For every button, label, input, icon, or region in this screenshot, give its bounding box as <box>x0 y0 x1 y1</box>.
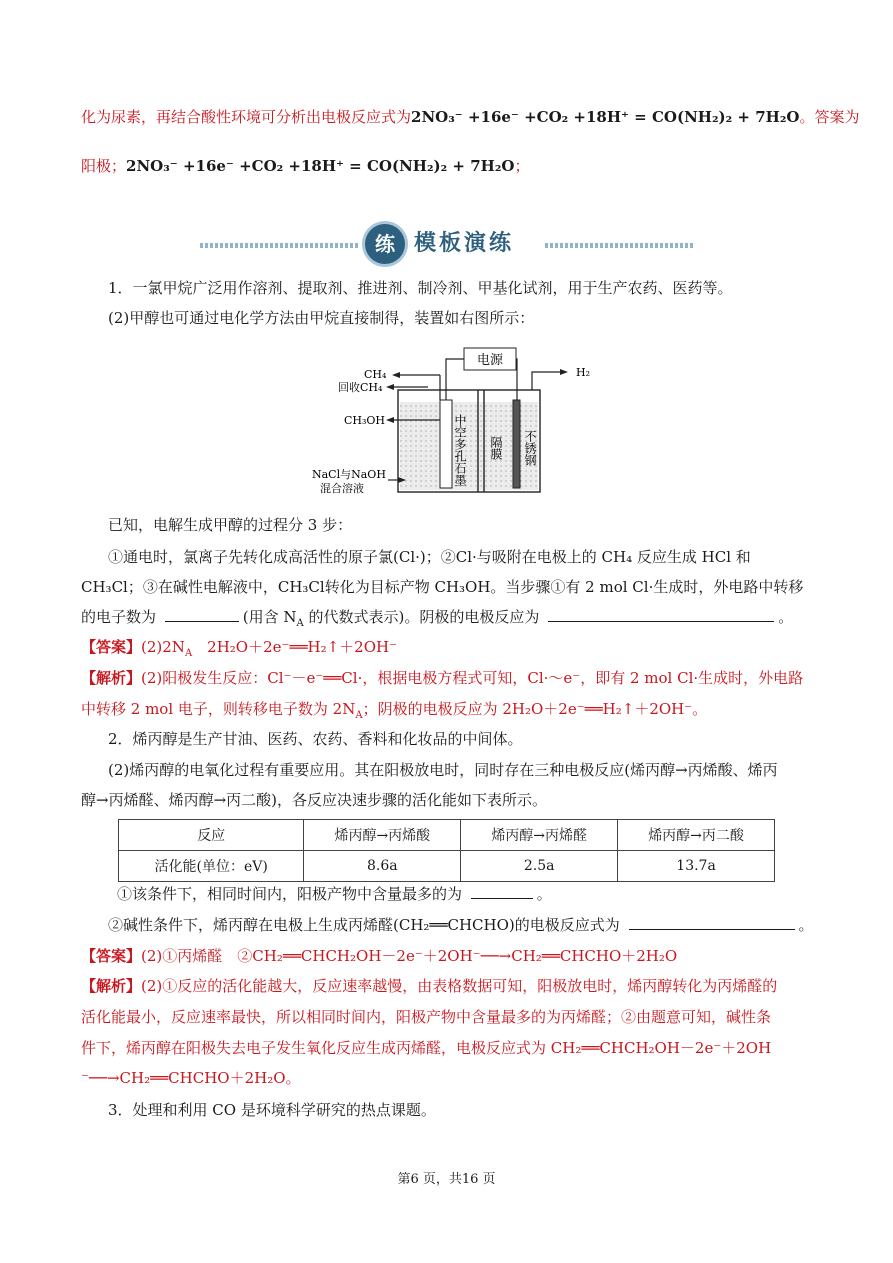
q1-answer <box>81 636 397 658</box>
q1-known: 已知，电解生成甲醇的过程分 3 步： <box>108 516 353 534</box>
steel-electrode <box>513 400 520 488</box>
q1-analysis-label: 【解析】 <box>81 669 142 687</box>
q2-sub1-end: 。 <box>536 885 552 903</box>
power-supply-label: 电源 <box>476 353 504 368</box>
q2-answer-text: (2)①丙烯醛 ②CH₂══CHCH₂OH－2e⁻＋2OH⁻──→CH₂══CHCHO＋2H₂O <box>141 947 678 965</box>
top-formula-2: 2NO₃⁻ +16e⁻ +CO₂ +18H⁺ = CO(NH₂)₂ + 7H₂O <box>126 157 515 175</box>
answer-blank-4[interactable] <box>629 915 795 930</box>
q2-analysis-1 <box>81 975 777 997</box>
q1-analysis-text-2-rest: ；阴极的电极反应为 2H₂O＋2e⁻══H₂↑＋2OH⁻。 <box>362 700 708 718</box>
q2-analysis-label: 【解析】 <box>81 977 142 995</box>
q2-answer <box>81 945 677 967</box>
q1-step-c3: 的代数式表示)。阴极的电极反应为 <box>303 608 540 626</box>
table-row <box>119 851 775 882</box>
activation-energy-table <box>118 819 775 882</box>
q1-answer-text: (2)2N <box>141 638 185 656</box>
top-formula-1: 2NO₃⁻ +16e⁻ +CO₂ +18H⁺ = CO(NH₂)₂ + 7H₂O <box>411 108 800 126</box>
q2-sub1-text: ①该条件下，相同时间内，阳极产物中含量最多的为 <box>117 885 463 903</box>
q1-analysis-sub: A <box>355 710 363 721</box>
q2-analysis-3: 件下，烯丙醇在阳极失去电子发生氧化反应生成丙烯醛，电极反应式为 CH₂══CHCH₂OH－2e⁻＋2OH <box>81 1039 772 1057</box>
q1-answer-sub: A <box>184 648 193 659</box>
arrow-ch4 <box>392 372 400 378</box>
top-line-2-tail: ； <box>514 157 530 175</box>
q2-sub2 <box>108 914 814 936</box>
label-ch4: CH₄ <box>364 368 387 381</box>
q1-part2: (2)甲醇也可通过电化学方法由甲烷直接制得，装置如右图所示： <box>108 309 535 327</box>
q2-part2b: 醇→丙烯醛、烯丙醇→丙二酸)，各反应决速步骤的活化能如下表所示。 <box>81 791 547 809</box>
label-membrane: 隔膜 <box>489 436 503 460</box>
table-cell: 8.6a <box>304 851 461 882</box>
q1-analysis-text-1: (2)阳极发生反应：Cl⁻－e⁻══Cl·，根据电极方程式可知，Cl·～e⁻，即有 2 mol Cl·生成时，外电路 <box>141 669 804 687</box>
arrow-recycle <box>386 384 394 390</box>
label-steel: 不锈钢 <box>523 430 537 466</box>
top-line-1-text: 化为尿素，再结合酸性环境可分析出电极反应式为 <box>81 108 412 126</box>
answer-blank-3[interactable] <box>471 884 533 899</box>
q2-sub1 <box>117 883 552 905</box>
table-header-cell: 反应 <box>119 820 304 851</box>
q1-step-c1: 的电子数为 <box>81 608 157 626</box>
q2-analysis-text-1: (2)①反应的活化能越大，反应速率越慢，由表格数据可知，阳极放电时，烯丙醇转化为丙烯醛的 <box>141 977 778 995</box>
q1-step-c <box>81 606 793 628</box>
table-header-cell: 烯丙醇→丙烯酸 <box>304 820 461 851</box>
answer-blank-1[interactable] <box>165 607 239 622</box>
q2-analysis-4: ⁻──→CH₂══CHCHO＋2H₂O。 <box>81 1069 301 1087</box>
banner-divider-right <box>545 243 695 248</box>
label-h2: H₂ <box>576 366 591 379</box>
q1-step-c4: 。 <box>778 608 794 626</box>
electrolysis-diagram <box>300 340 600 505</box>
q1-step-c2-sub: A <box>296 618 304 629</box>
q2-analysis-2: 活化能最小，反应速率最快，所以相同时间内，阳极产物中含量最多的为丙烯醛；②由题意可知，碱性条 <box>81 1008 772 1026</box>
top-line-2 <box>81 155 529 177</box>
label-graphite: 中空多孔石墨 <box>453 414 467 486</box>
top-line-1 <box>81 106 859 128</box>
q2-part2a: (2)烯丙醇的电氧化过程有重要应用。其在阳极放电时，同时存在三种电极反应(烯丙醇→丙烯酸、烯丙 <box>108 761 778 779</box>
pipe-h2 <box>532 372 562 390</box>
label-ch3oh: CH₃OH <box>344 414 386 427</box>
graphite-electrode <box>440 400 452 488</box>
arrow-ch3oh <box>386 417 394 423</box>
label-recycle: 回收CH₄ <box>338 381 383 394</box>
arrow-h2 <box>560 369 568 375</box>
page-footer: 第6 页，共16 页 <box>397 1172 496 1187</box>
table-header-row <box>119 820 775 851</box>
top-line-1-tail: 。答案为 <box>799 108 860 126</box>
label-solution-2: 混合溶液 <box>320 482 364 495</box>
table-header-cell: 烯丙醇→丙烯醛 <box>461 820 618 851</box>
q2-intro: 2．烯丙醇是生产甘油、医药、农药、香料和化妆品的中间体。 <box>108 730 523 748</box>
q3-intro: 3．处理和利用 CO 是环境科学研究的热点课题。 <box>108 1101 436 1119</box>
q1-answer-rest: 2H₂O＋2e⁻══H₂↑＋2OH⁻ <box>192 638 398 656</box>
q1-analysis-1 <box>81 667 803 689</box>
q2-sub2-text: ②碱性条件下，烯丙醇在电极上生成丙烯醛(CH₂══CHCHO)的电极反应式为 <box>108 916 620 934</box>
answer-blank-2[interactable] <box>548 607 774 622</box>
top-line-2-text: 阳极； <box>81 157 127 175</box>
q2-answer-label: 【答案】 <box>81 947 142 965</box>
q1-analysis-2 <box>81 698 707 720</box>
table-cell: 2.5a <box>461 851 618 882</box>
q2-sub2-end: 。 <box>798 916 814 934</box>
banner-badge: 练 <box>365 224 405 264</box>
q1-step-a: ①通电时，氯离子先转化成高活性的原子氯(Cl·)；②Cl·与吸附在电极上的 CH₄ 反应生成 HCl 和 <box>108 548 751 566</box>
q1-intro: 1．一氯甲烷广泛用作溶剂、提取剂、推进剂、制冷剂、甲基化试剂，用于生产农药、医药等。 <box>108 279 733 297</box>
wire-left <box>446 359 464 400</box>
q1-step-b: CH₃Cl；③在碱性电解液中，CH₃Cl转化为目标产物 CH₃OH。当步骤①有 2 mol Cl·生成时，外电路中转移 <box>81 578 804 596</box>
q1-analysis-text-2: 中转移 2 mol 电子，则转移电子数为 2N <box>81 700 356 718</box>
table-header-cell: 烯丙醇→丙二酸 <box>618 820 775 851</box>
q1-step-c2: (用含 N <box>242 608 297 626</box>
table-cell: 活化能(单位：eV) <box>119 851 304 882</box>
q1-answer-label: 【答案】 <box>81 638 142 656</box>
banner-divider-left <box>200 243 358 248</box>
label-solution-1: NaCl与NaOH <box>312 468 386 481</box>
banner-title: 模板演练 <box>414 230 515 256</box>
table-cell: 13.7a <box>618 851 775 882</box>
